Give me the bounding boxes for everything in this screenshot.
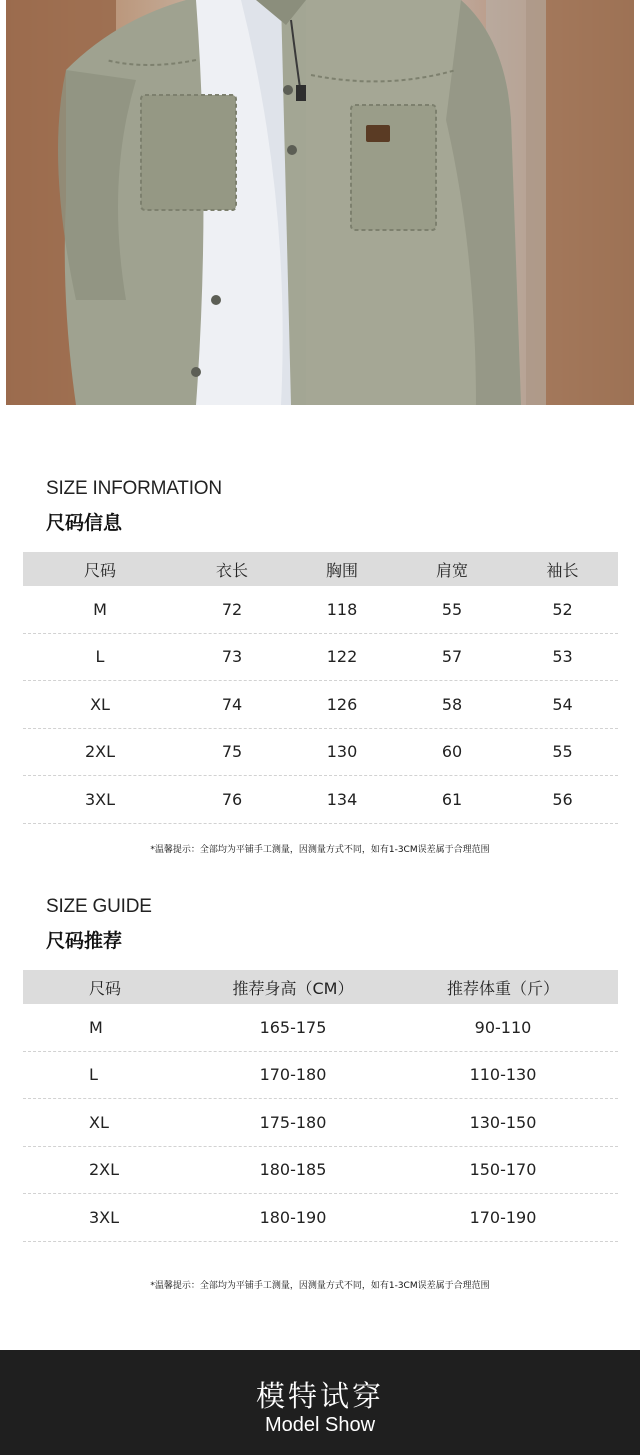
table-row xyxy=(23,1194,618,1242)
table-row xyxy=(23,681,618,729)
table-cell: 53 xyxy=(552,647,573,667)
table-cell: 130-150 xyxy=(469,1112,537,1132)
table-cell: 75 xyxy=(221,742,243,762)
header-cell: 衣长 xyxy=(215,560,248,580)
table-cell: 180-190 xyxy=(259,1207,327,1227)
table-row xyxy=(23,1147,618,1195)
table-cell: 57 xyxy=(441,647,463,667)
size-info-table xyxy=(23,552,618,824)
banner-title-cn: 模特试穿 xyxy=(255,1379,384,1413)
header-cell: 尺码 xyxy=(89,978,122,998)
table-cell: 76 xyxy=(221,789,243,809)
table-cell: 180-185 xyxy=(259,1160,327,1180)
table-cell: XL xyxy=(90,694,110,714)
table-row xyxy=(23,1099,618,1147)
size-guide-header-row xyxy=(23,970,618,1004)
table-cell: L xyxy=(89,1065,98,1085)
table-cell: 170-180 xyxy=(259,1065,327,1085)
table-cell: M xyxy=(93,599,107,619)
table-row xyxy=(23,1004,618,1052)
table-cell: 134 xyxy=(326,789,358,809)
table-cell: 55 xyxy=(441,599,463,619)
table-cell: 55 xyxy=(552,742,573,762)
table-row xyxy=(23,729,618,777)
size-guide-note: *温馨提示：全部均为平铺手工测量，因测量方式不同，如有1-3CM误差属于合理范围 xyxy=(150,1281,490,1291)
table-cell: 56 xyxy=(552,789,573,809)
size-guide-title-cn: 尺码推荐 xyxy=(46,930,123,952)
denim-jacket-illustration xyxy=(6,0,634,405)
table-cell: XL xyxy=(89,1112,109,1132)
table-cell: 2XL xyxy=(89,1160,120,1180)
size-info-note: *温馨提示：全部均为平铺手工测量，因测量方式不同，如有1-3CM误差属于合理范围 xyxy=(150,845,490,855)
table-cell: 54 xyxy=(552,694,573,714)
size-guide-title-en: SIZE GUIDE xyxy=(46,896,152,917)
product-photo xyxy=(6,0,634,405)
table-cell: 3XL xyxy=(84,789,116,809)
table-cell: 52 xyxy=(552,599,573,619)
size-guide-table xyxy=(23,970,618,1242)
size-info-header-row xyxy=(23,552,618,586)
table-cell: L xyxy=(95,647,105,667)
table-cell: 126 xyxy=(326,694,358,714)
table-cell: 3XL xyxy=(89,1207,120,1227)
table-row xyxy=(23,634,618,682)
table-cell: 73 xyxy=(221,647,243,667)
header-cell: 袖长 xyxy=(546,560,579,580)
table-cell: 90-110 xyxy=(474,1017,532,1037)
table-cell: 110-130 xyxy=(469,1065,537,1085)
table-cell: 61 xyxy=(441,789,463,809)
table-cell: 72 xyxy=(221,599,243,619)
size-info-title-cn: 尺码信息 xyxy=(46,512,123,534)
table-cell: 74 xyxy=(221,694,243,714)
header-cell: 肩宽 xyxy=(435,560,468,580)
table-row xyxy=(23,1052,618,1100)
table-cell: 58 xyxy=(441,694,463,714)
model-show-banner xyxy=(0,1350,640,1455)
table-cell: 130 xyxy=(326,742,358,762)
table-cell: 60 xyxy=(441,742,463,762)
banner-title-en: Model Show xyxy=(264,1414,376,1436)
table-cell: 165-175 xyxy=(259,1017,327,1037)
table-cell: 118 xyxy=(326,599,358,619)
header-cell: 推荐体重（斤） xyxy=(446,978,559,998)
header-cell: 胸围 xyxy=(325,560,358,580)
table-cell: 122 xyxy=(326,647,358,667)
header-cell: 推荐身高（CM） xyxy=(232,978,354,998)
table-cell: 150-170 xyxy=(469,1160,537,1180)
table-cell: 170-190 xyxy=(469,1207,537,1227)
table-cell: 175-180 xyxy=(259,1112,327,1132)
table-row xyxy=(23,586,618,634)
table-cell: 2XL xyxy=(84,742,116,762)
table-cell: M xyxy=(89,1017,103,1037)
header-cell: 尺码 xyxy=(83,560,116,580)
size-info-title-en: SIZE INFORMATION xyxy=(46,478,222,499)
table-row xyxy=(23,776,618,824)
